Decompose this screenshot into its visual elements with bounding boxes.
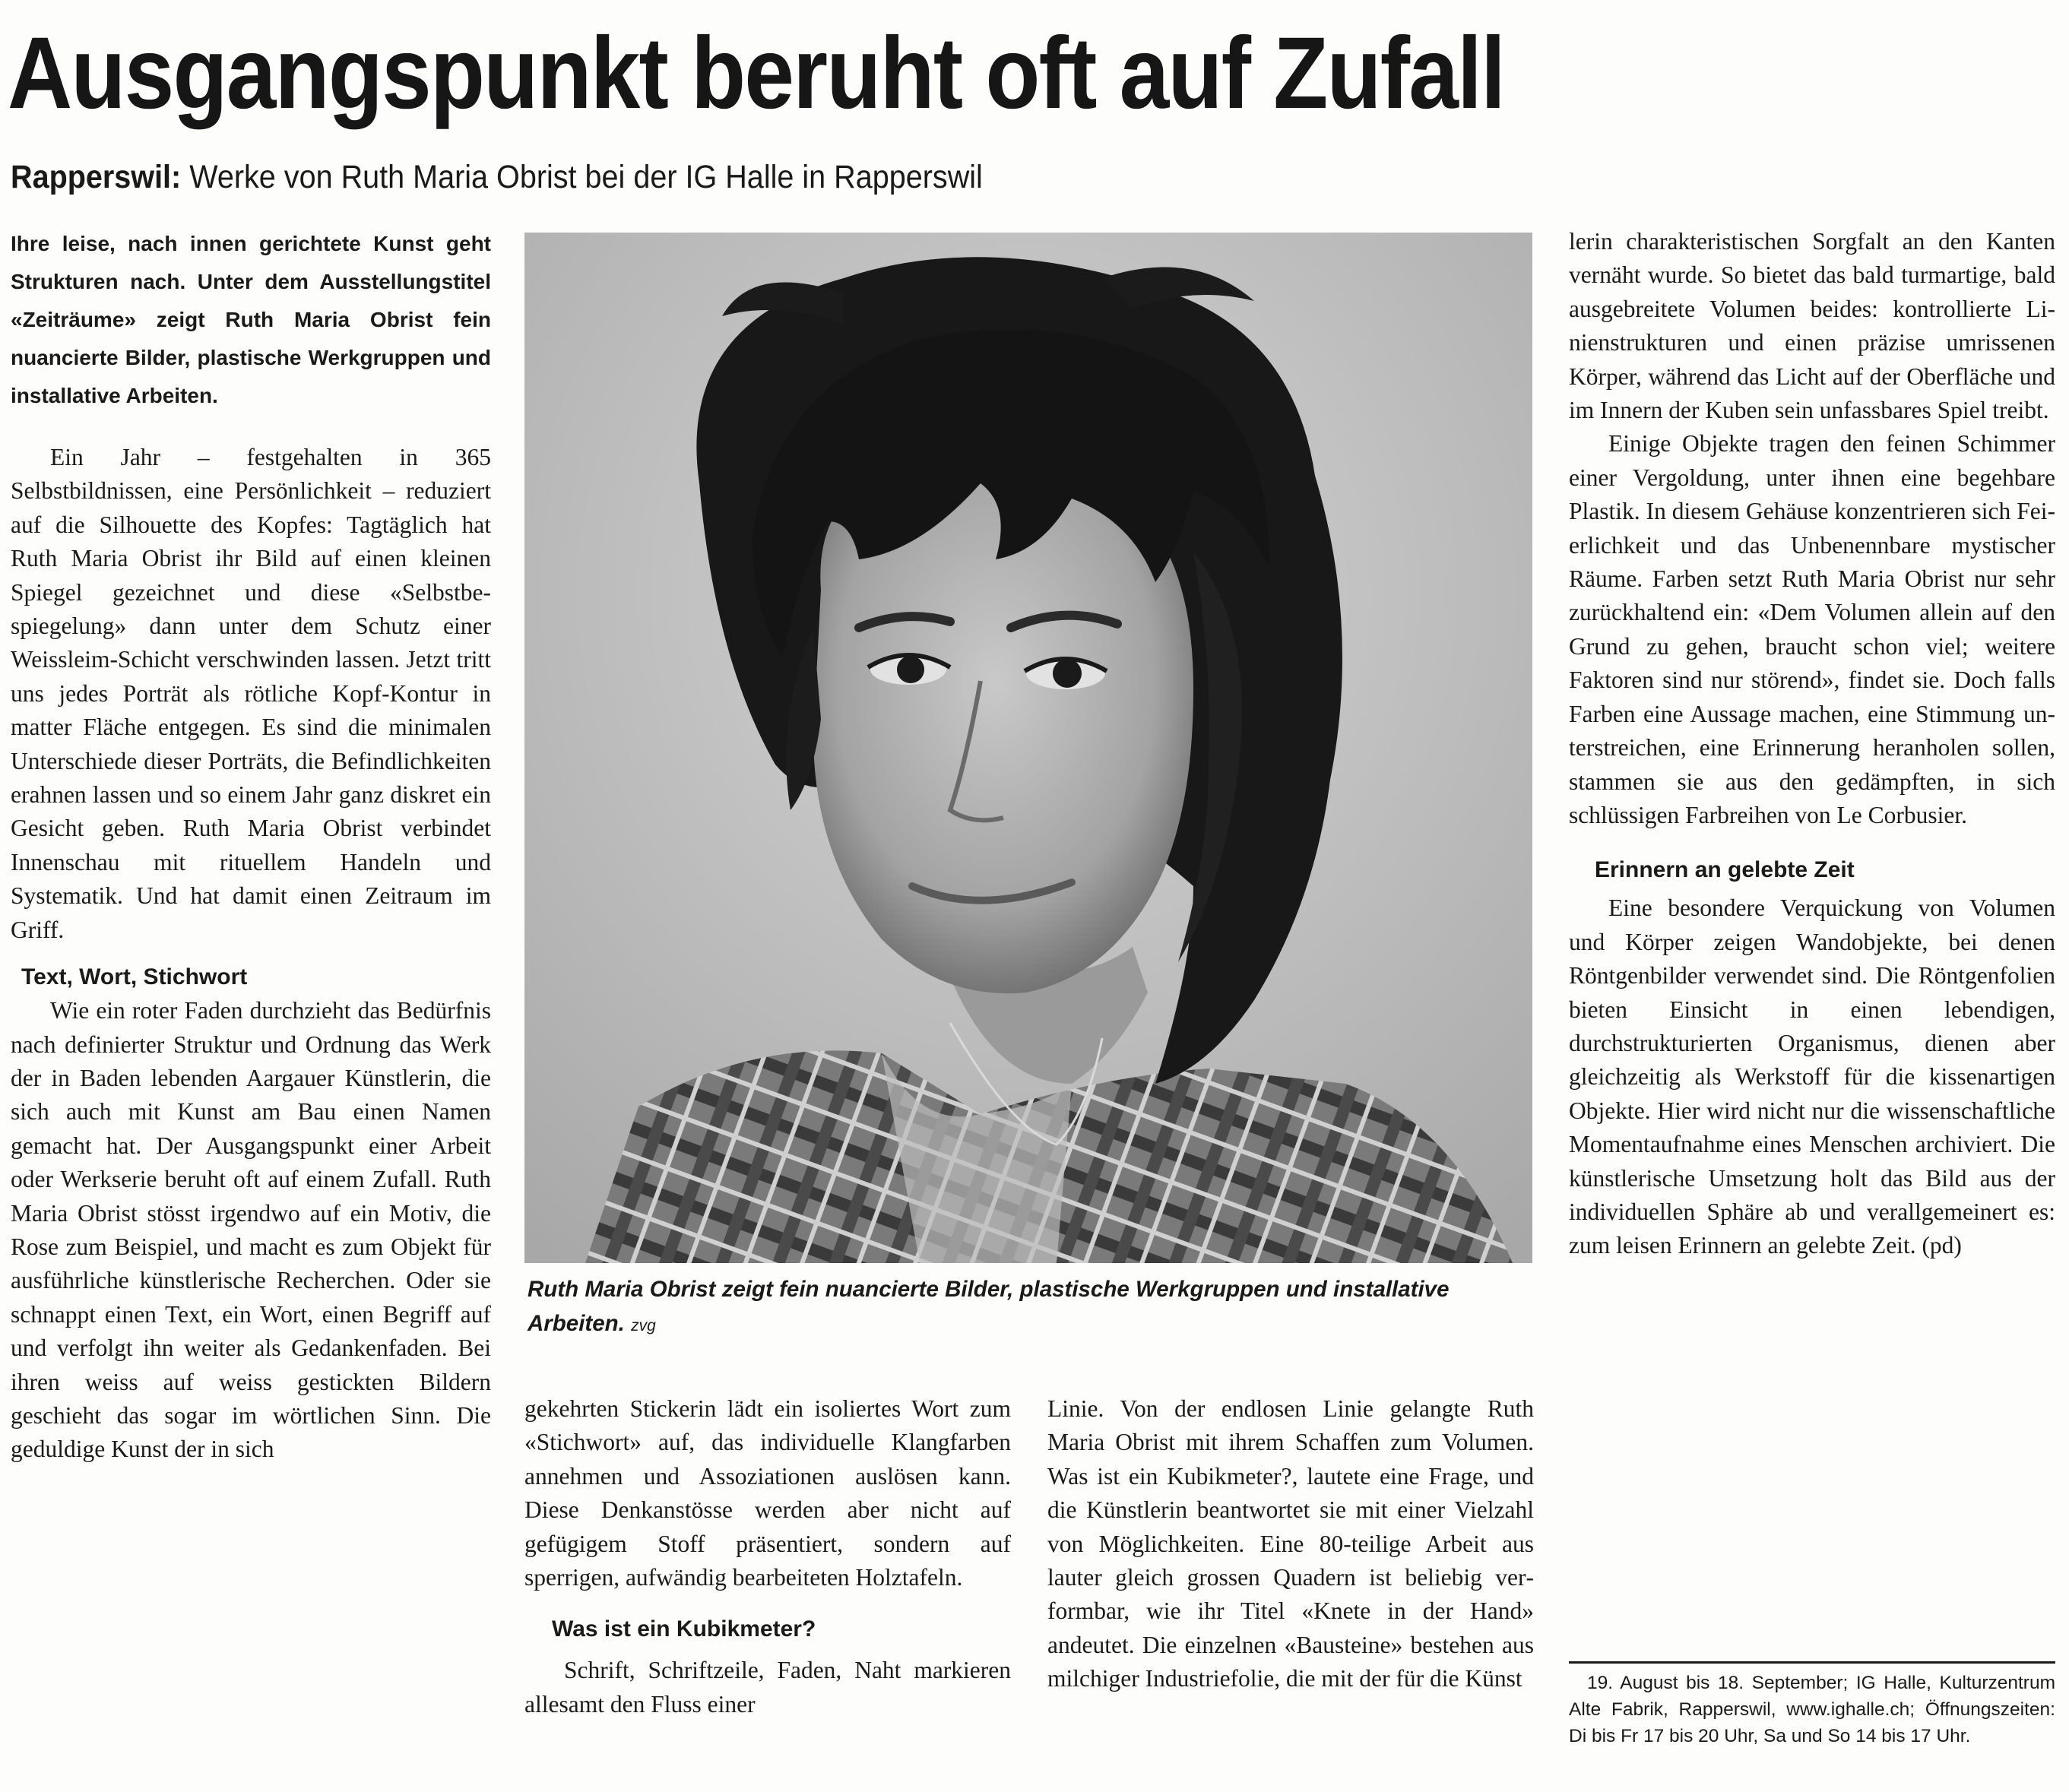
photo-credit: zvg — [631, 1317, 656, 1335]
portrait-photo — [524, 233, 1532, 1263]
column-2 — [524, 1392, 1011, 1721]
caption-text: Ruth Maria Obrist zeigt fein nuancierte Bilder, plastische Werkgruppen und installative Arbeiten. — [528, 1277, 1450, 1336]
subline-text: Werke von Ruth Maria Obrist bei der IG Halle in Rapperswil — [189, 159, 983, 195]
subheading-erinnern: Erinnern an gelebte Zeit — [1595, 857, 1855, 883]
subheading-kubikmeter: Was ist ein Kubikmeter? — [552, 1616, 816, 1642]
body-paragraph: Einige Objekte tragen den feinen Schimmer einer Vergoldung, unter ihnen eine begehbare Plastik. In diesem Gehäuse konzentrieren sich Feierlichkeit und das Unbenennbare mystischer Räume. Farben setzt Ruth Maria Obrist nur sehr zurückhaltend ein: «Dem Volumen allein auf den Grund zu gehen, braucht schon viel; weitere Faktoren sind nur störend», findet sie. Doch falls Farben eine Aussage machen, eine Stimmung unterstreichen, eine Erinnerung heranholen sollen, stammen sie aus den gedämpften, in sich schlüssigen Farbreihen von Le Corbusier. — [1569, 430, 2055, 828]
column-4 — [1569, 225, 2055, 1263]
body-paragraph: Linie. Von der endlosen Linie gelangte Ruth Maria Obrist mit ihrem Schaffen zum Volumen. Was ist ein Kubikmeter?, lautete eine Frage, und die Künstlerin beantwortet sie mit einer Vielzahl von Möglichkeiten. Eine 80-teilige Arbeit aus lauter gleich grossen Quadern ist beliebig verformbar, wie ihr Titel «Knete in der Hand» andeutet. Die einzelnen «Bausteine» bestehen aus milchiger Industriefolie, die mit der für die Künst — [1047, 1395, 1534, 1692]
body-paragraph: Eine besondere Verquickung von Volumen und Körper zeigen Wandobjekte, bei denen Röntgenbilder verwendet sind. Die Röntgenfolien bieten Einsicht in einen lebendigen, durchstrukturierten Organismus, dienen aber gleichzeitig als Werkstoff für die kissenartigen Objekte. Hier wird nicht nur die wissenschaftliche Momentaufnahme eines Menschen archiviert. Die künstlerische Umsetzung holt das Bild aus der individuellen Sphäre ab und verallgemeinert es: zum leisen Erinnern an gelebte Zeit. (pd) — [1569, 894, 2055, 1259]
body-paragraph: Schrift, Schriftzeile, Faden, Naht markieren allesamt den Fluss einer — [524, 1657, 1011, 1718]
body-paragraph: Ein Jahr – festgehalten in 365 Selbstbildnissen, eine Persönlichkeit – reduziert auf die Silhouette des Kopfes: Tagtäglich hat Ruth Maria Obrist ihr Bild auf einen kleinen Spiegel gezeichnet und diese «Selbstbespiegelung» dann unter dem Schutz einer Weissleim-Schicht verschwinden lassen. Jetzt tritt uns jedes Porträt als rötliche Kopf-Kontur in matter Fläche entgegen. Es sind die minimalen Unterschiede dieser Porträts, die Befindlichkeiten erahnen lassen und so einem Jahr ganz diskret ein Gesicht geben. Ruth Maria Obrist verbindet Innenschau mit rituellem Handeln und Systematik. Und hat damit einen Zeitraum im Griff. — [11, 444, 491, 943]
column-1 — [11, 225, 491, 1467]
portrait-image — [524, 233, 1532, 1263]
photo-caption — [528, 1272, 1529, 1343]
exhibition-info-text: 19. August bis 18. September; IG Halle, Kulturzentrum Alte Fabrik, Rapperswil, www.ighalle.ch; Öffnungszeiten: Di bis Fr 17 bis 20 Uhr, Sa und So 14 bis 17 Uhr. — [1569, 1673, 2055, 1746]
column-3 — [1047, 1392, 1534, 1696]
body-paragraph: gekehrten Stickerin lädt ein isoliertes Wort zum «Stichwort» auf, das individuelle Klangfarben annehmen und Assoziationen auslösen kann. Diese Denkanstösse werden aber nicht auf gefügigem Stoff präsentiert, sondern auf sperrigen, aufwändig bearbeiteten Holztafeln. — [524, 1395, 1011, 1591]
body-paragraph: lerin charakteristischen Sorgfalt an den Kanten vernäht wurde. So bietet das bald turmartige, bald ausgebreitete Volumen beides: kontrollierte Linienstrukturen und einen präzise umrissenen Körper, während das Licht auf der Oberfläche und im Innern der Kuben sein unfassbares Spiel treibt. — [1569, 228, 2055, 424]
exhibition-info-box — [1569, 1661, 2055, 1749]
subheading-text-wort-stichwort: Text, Wort, Stichwort — [21, 964, 248, 990]
body-paragraph: Wie ein roter Faden durchzieht das Bedürfnis nach definierter Struktur und Ordnung das Werk der in Baden lebenden Aargauer Künstlerin, die sich auch mit Kunst am Bau einen Namen gemacht hat. Der Ausgangspunkt einer Arbeit oder Werkserie beruht oft auf einem Zufall. Ruth Maria Obrist stösst irgendwo auf ein Motiv, die Rose zum Beispiel, und macht es zum Objekt für ausführliche künstlerische Recherchen. Oder sie schnappt einen Text, ein Wort, einen Begriff auf und verfolgt ihn weiter als Gedankenfaden. Bei ihren weiss auf weiss gestickten Bildern geschieht das sogar im wörtlichen Sinn. Die geduldige Kunst der in sich — [11, 997, 491, 1463]
subline — [11, 150, 983, 204]
lead-paragraph: Ihre leise, nach innen gerichtete Kunst geht Strukturen nach. Unter dem Ausstellungstitel «Zeiträume» zeigt Ruth Maria Obrist fein nuancierte Bilder, plastische Werkgruppen und installative Arbeiten. — [11, 232, 491, 407]
subline-place: Rapperswil: — [11, 159, 182, 195]
headline: Ausgangspunkt beruht oft auf Zufall — [8, 17, 1505, 130]
